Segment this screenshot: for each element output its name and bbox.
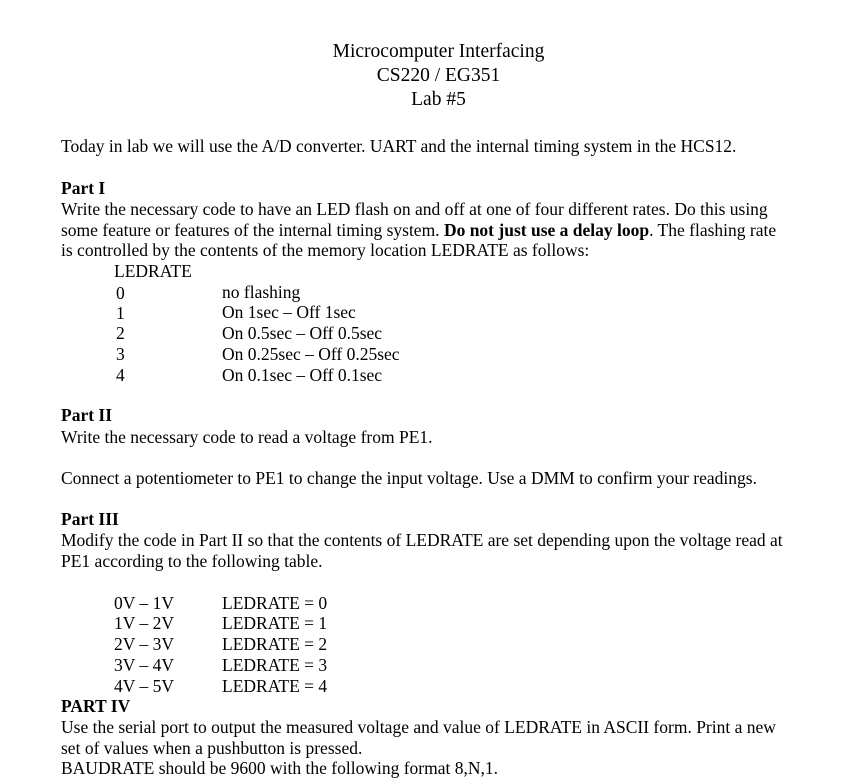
- ledrate-value: 3: [116, 344, 125, 364]
- intro-text: Today in lab we will use the A/D converter. UART and the internal timing system in the HCS12.: [61, 136, 737, 156]
- ledrate-value: 0: [116, 283, 125, 303]
- part3-line: Modify the code in Part II so that the contents of LEDRATE are set depending upon the voltage read at: [61, 530, 783, 550]
- document-header: [0, 40, 845, 112]
- voltage-range: 3V – 4V: [114, 655, 174, 675]
- ledrate-assignment: LEDRATE = 3: [222, 655, 328, 675]
- part1-line-text: . The flashing rate: [649, 219, 777, 240]
- part4-heading: PART IV: [61, 696, 131, 716]
- part1-body: [61, 199, 821, 261]
- part1-line-text: some feature or features of the internal timing system.: [61, 219, 444, 240]
- part1-line: [61, 220, 821, 241]
- ledrate-value: 2: [116, 323, 125, 343]
- ledrate-description: On 0.5sec – Off 0.5sec: [222, 323, 383, 343]
- part2-line: Write the necessary code to read a voltage from PE1.: [61, 427, 433, 447]
- ledrate-assignment: LEDRATE = 1: [222, 613, 328, 633]
- part1-emphasis: Do not just use a delay loop: [443, 219, 650, 240]
- part2-heading: Part II: [61, 405, 113, 425]
- ledrate-description: On 0.1sec – Off 0.1sec: [222, 365, 383, 385]
- voltage-range: 4V – 5V: [114, 676, 174, 696]
- ledrate-assignment: LEDRATE = 2: [222, 634, 328, 654]
- part3-body: [61, 530, 821, 571]
- ledrate-value: 1: [116, 303, 125, 323]
- part3-line: PE1 according to the following table.: [61, 550, 323, 571]
- part1-heading: Part I: [61, 178, 106, 198]
- part3-heading: Part III: [61, 509, 119, 529]
- part4-line: Use the serial port to output the measured voltage and value of LEDRATE in ASCII form. Print a new: [61, 717, 776, 737]
- part2-line: Connect a potentiometer to PE1 to change the input voltage. Use a DMM to confirm your readings.: [61, 468, 757, 488]
- ledrate-description: no flashing: [222, 282, 301, 302]
- part1-line: is controlled by the contents of the memory location LEDRATE as follows:: [61, 240, 590, 260]
- document-title: Microcomputer Interfacing: [332, 41, 545, 62]
- lab-number: Lab #5: [411, 89, 466, 110]
- voltage-range: 1V – 2V: [114, 613, 174, 633]
- ledrate-assignment: LEDRATE = 4: [222, 676, 328, 696]
- voltage-range: 2V – 3V: [114, 634, 174, 654]
- part4-body: [61, 717, 821, 779]
- course-code: CS220 / EG351: [376, 65, 501, 86]
- ledrate-description: On 0.25sec – Off 0.25sec: [222, 344, 400, 364]
- ledrate-description: On 1sec – Off 1sec: [222, 302, 356, 322]
- voltage-range: 0V – 1V: [114, 593, 174, 613]
- ledrate-assignment: LEDRATE = 0: [222, 593, 328, 613]
- ledrate-table-header: LEDRATE: [114, 261, 192, 281]
- ledrate-value: 4: [116, 365, 125, 385]
- part1-line: Write the necessary code to have an LED flash on and off at one of four different rates. Do this using: [61, 199, 768, 219]
- part4-line: BAUDRATE should be 9600 with the following format 8,N,1.: [61, 758, 498, 778]
- part4-line: set of values when a pushbutton is pressed.: [61, 737, 363, 758]
